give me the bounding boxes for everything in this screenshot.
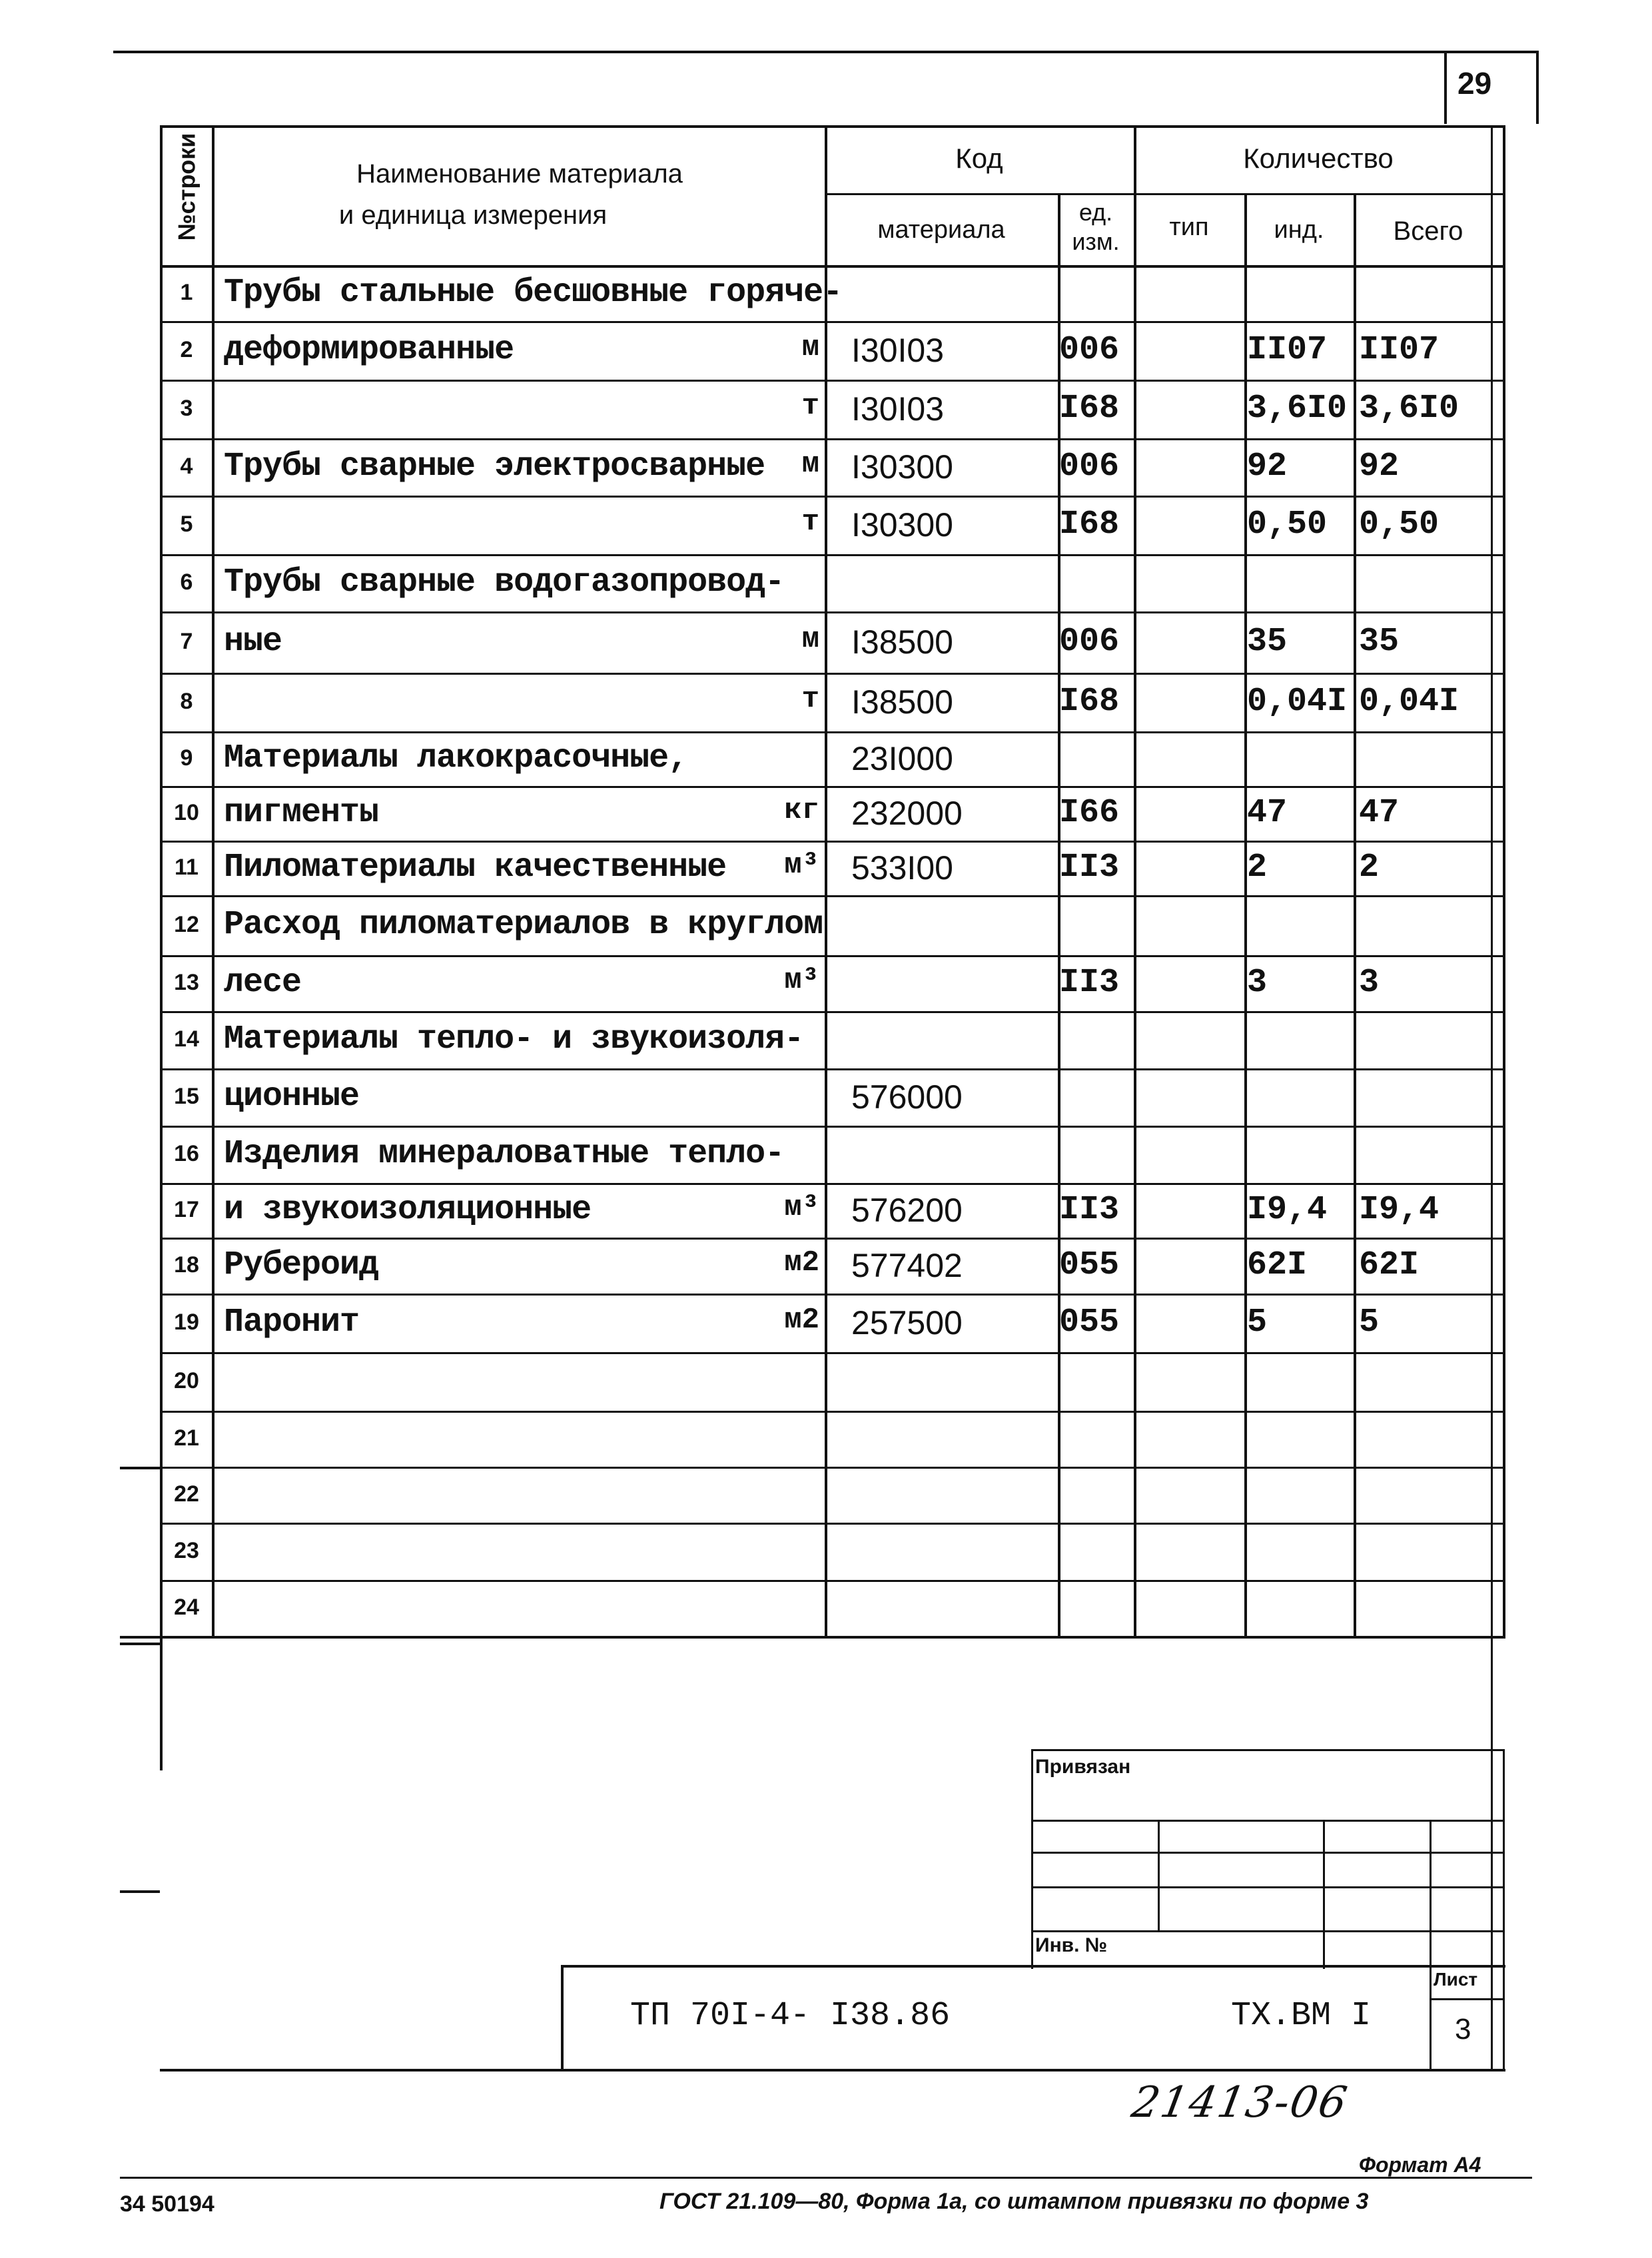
unit-code: I68 — [1059, 506, 1120, 544]
total-value: 47 — [1359, 794, 1400, 832]
stamp-line — [1430, 1998, 1503, 2000]
unit-code: 055 — [1059, 1304, 1120, 1341]
column-line — [1134, 265, 1136, 1636]
row-line — [160, 438, 1503, 440]
material-code: I30300 — [851, 506, 953, 544]
material-code: I30I03 — [851, 390, 945, 428]
document-code: ТП 70I-4- I38.86 — [630, 1997, 951, 2035]
ind-value: 62I — [1247, 1246, 1308, 1284]
sheet-label: Лист — [1434, 1969, 1478, 1990]
material-name: лесе — [224, 964, 302, 1002]
total-value: 0,50 — [1359, 506, 1440, 544]
material-header: материала — [877, 216, 1005, 244]
page-number-box-left — [1444, 51, 1447, 124]
row-line — [160, 1294, 1503, 1296]
footer-gost: ГОСТ 21.109—80, Форма 1а, со штампом привязки по форме 3 — [659, 2189, 1369, 2214]
ind-value: 47 — [1247, 794, 1288, 832]
unit-name: м — [801, 448, 819, 481]
stamp-line — [561, 1965, 1505, 1968]
total-value: 92 — [1359, 448, 1400, 486]
table-right-border — [1503, 125, 1505, 1639]
row-number: 4 — [180, 454, 193, 479]
row-number: 14 — [174, 1026, 199, 1052]
stamp-line — [1503, 1749, 1505, 2069]
material-code: I38500 — [851, 623, 953, 661]
footer-line — [120, 2177, 1532, 2179]
unit-code: I68 — [1059, 390, 1120, 428]
total-value: 3 — [1359, 964, 1380, 1002]
row-line — [160, 554, 1503, 556]
unit-name: т — [801, 683, 819, 716]
total-value: I9,4 — [1359, 1191, 1440, 1229]
material-code: 232000 — [851, 795, 963, 832]
row-number: 15 — [174, 1084, 199, 1109]
ind-value: 0,04I — [1247, 683, 1348, 721]
material-name: Трубы стальные бесшовные горяче- — [224, 274, 843, 312]
row-number: 17 — [174, 1197, 199, 1222]
stamp-line — [1430, 1965, 1432, 2069]
total-value: 5 — [1359, 1304, 1380, 1341]
row-line — [160, 1580, 1503, 1582]
document-mark: ТХ.ВМ I — [1231, 1997, 1372, 2035]
margin-tick — [120, 1467, 160, 1469]
page-number: 29 — [1457, 66, 1492, 101]
material-code: 23I000 — [851, 740, 953, 777]
unit-code: 055 — [1059, 1246, 1120, 1284]
total-value: 0,04I — [1359, 683, 1459, 721]
name-header-line1: Наименование материала — [356, 159, 683, 188]
row-line — [160, 1523, 1503, 1525]
material-name: пигменты — [224, 794, 379, 832]
row-line — [160, 1411, 1503, 1413]
row-line — [160, 1352, 1503, 1354]
row-line — [160, 380, 1503, 382]
ind-value: 5 — [1247, 1304, 1268, 1341]
ind-value: 92 — [1247, 448, 1288, 486]
row-number: 22 — [174, 1481, 199, 1507]
ind-value: II07 — [1247, 331, 1328, 369]
margin-tick — [120, 1643, 160, 1645]
material-name: деформированные — [224, 331, 514, 369]
row-number: 5 — [180, 512, 193, 537]
total-value: 62I — [1359, 1246, 1420, 1284]
row-number: 13 — [174, 970, 199, 995]
stamp-line — [1031, 1886, 1503, 1888]
row-number: 16 — [174, 1141, 199, 1166]
unit-code: I68 — [1059, 683, 1120, 721]
material-code: I38500 — [851, 683, 953, 721]
unit-code: II3 — [1059, 964, 1120, 1002]
row-line — [160, 841, 1503, 843]
material-name: Трубы сварные водогазопровод- — [224, 564, 785, 601]
row-number: 9 — [180, 745, 193, 771]
row-number: 23 — [174, 1538, 199, 1563]
unit-code: II3 — [1059, 1191, 1120, 1229]
total-value: II07 — [1359, 331, 1440, 369]
row-number: 24 — [174, 1595, 199, 1620]
header-subline — [825, 193, 1503, 195]
unit-code: I66 — [1059, 794, 1120, 832]
margin-tick — [120, 1890, 160, 1893]
column-line — [1354, 265, 1356, 1636]
row-line — [160, 731, 1503, 733]
material-name: Пиломатериалы качественные — [224, 849, 727, 887]
row-line — [160, 1467, 1503, 1469]
handwritten-number: 21413-06 — [1128, 2078, 1352, 2127]
row-number: 1 — [180, 280, 193, 305]
material-name: Рубероид — [224, 1246, 379, 1284]
table-top-border — [160, 125, 1503, 128]
unit-name: м2 — [784, 1304, 819, 1337]
material-name: Материалы тепло- и звукоизоля- — [224, 1020, 804, 1058]
row-line — [160, 1126, 1503, 1128]
unit-header-line1: ед. — [1078, 198, 1113, 226]
unit-code: 006 — [1059, 331, 1120, 369]
stamp-line — [160, 2069, 1505, 2071]
column-line — [825, 265, 827, 1636]
row-line — [160, 1183, 1503, 1185]
sheet-number: 3 — [1455, 2013, 1471, 2046]
header-bottom-border — [160, 265, 1503, 268]
row-line — [160, 895, 1503, 897]
unit-code: 006 — [1059, 623, 1120, 661]
row-number: 3 — [180, 396, 193, 421]
material-name: Материалы лакокрасочные, — [224, 739, 688, 777]
unit-name: м³ — [784, 1191, 819, 1224]
row-line — [160, 611, 1503, 613]
material-name: Трубы сварные электросварные — [224, 448, 765, 486]
row-line — [160, 321, 1503, 323]
row-number-header: №строки — [173, 133, 201, 241]
unit-code: II3 — [1059, 849, 1120, 887]
material-name: Паронит — [224, 1304, 360, 1341]
material-code: 576000 — [851, 1078, 963, 1116]
name-header-line2: и единица измерения — [338, 200, 608, 230]
row-line — [160, 496, 1503, 498]
row-number: 18 — [174, 1252, 199, 1278]
unit-name: м — [801, 331, 819, 364]
row-line — [160, 673, 1503, 675]
material-code: 576200 — [851, 1192, 963, 1229]
row-number: 20 — [174, 1368, 199, 1393]
table-bottom-border — [120, 1636, 1505, 1639]
unit-name: т — [801, 506, 819, 539]
linked-label: Привязан — [1035, 1756, 1131, 1778]
row-line — [160, 1068, 1503, 1070]
ind-value: 3,6I0 — [1247, 390, 1348, 428]
ind-value: I9,4 — [1247, 1191, 1328, 1229]
unit-name: т — [801, 390, 819, 423]
stamp-line — [1158, 1820, 1160, 1930]
unit-name: м — [801, 623, 819, 656]
unit-code: 006 — [1059, 448, 1120, 486]
ind-value: 2 — [1247, 849, 1268, 887]
ind-value: 3 — [1247, 964, 1268, 1002]
inventory-number-label: Инв. № — [1035, 1934, 1108, 1956]
header-vline — [212, 125, 214, 265]
ind-header: инд. — [1274, 216, 1324, 244]
stamp-line — [1430, 1820, 1432, 1969]
row-number: 6 — [180, 569, 193, 595]
material-name: Расход пиломатериалов в круглом — [224, 906, 823, 944]
material-name: Изделия минераловатные тепло- — [224, 1135, 785, 1173]
ind-value: 35 — [1247, 623, 1288, 661]
stamp-line — [1031, 1749, 1503, 1751]
row-number: 11 — [175, 855, 199, 880]
row-line — [160, 955, 1503, 957]
material-code: I30I03 — [851, 332, 945, 369]
stamp-line — [1031, 1749, 1033, 1969]
column-line — [212, 265, 214, 1636]
row-number: 2 — [180, 337, 193, 362]
stamp-line — [1323, 1820, 1325, 1969]
code-header: Код — [955, 143, 1003, 174]
total-header: Всего — [1393, 216, 1463, 246]
row-number: 12 — [174, 912, 199, 937]
material-code: 577402 — [851, 1247, 963, 1284]
row-line — [160, 786, 1503, 788]
top-border — [113, 51, 1539, 53]
quantity-header: Количество — [1243, 143, 1394, 174]
row-number: 8 — [180, 689, 193, 714]
material-name: ные — [224, 623, 282, 661]
page-number-box-right — [1536, 51, 1539, 124]
row-number: 7 — [180, 629, 193, 654]
unit-name: м³ — [784, 964, 819, 997]
footer-left-code: 34 50194 — [120, 2191, 214, 2217]
unit-name: кг — [784, 794, 819, 827]
total-value: 2 — [1359, 849, 1380, 887]
stamp-line — [1031, 1852, 1503, 1854]
row-number: 10 — [174, 800, 199, 825]
unit-name: м³ — [784, 849, 819, 882]
stamp-line — [561, 1965, 564, 2071]
row-number: 19 — [174, 1310, 199, 1335]
row-number: 21 — [174, 1425, 199, 1451]
material-code: 257500 — [851, 1304, 963, 1341]
row-line — [160, 1011, 1503, 1013]
material-code: 533I00 — [851, 849, 953, 887]
stamp-line — [1031, 1820, 1503, 1822]
material-code: I30300 — [851, 448, 953, 486]
format-label: Формат А4 — [1359, 2153, 1481, 2177]
type-header: тип — [1169, 213, 1209, 241]
total-value: 35 — [1359, 623, 1400, 661]
unit-name: м2 — [784, 1246, 819, 1280]
unit-header-line2: изм. — [1072, 228, 1120, 255]
ind-value: 0,50 — [1247, 506, 1328, 544]
total-value: 3,6I0 — [1359, 390, 1459, 428]
right-frame-line — [1491, 125, 1493, 2070]
row-line — [160, 1238, 1503, 1240]
stamp-line — [1031, 1930, 1503, 1932]
material-name: и звукоизоляционные — [224, 1191, 592, 1229]
material-name: ционные — [224, 1078, 360, 1116]
